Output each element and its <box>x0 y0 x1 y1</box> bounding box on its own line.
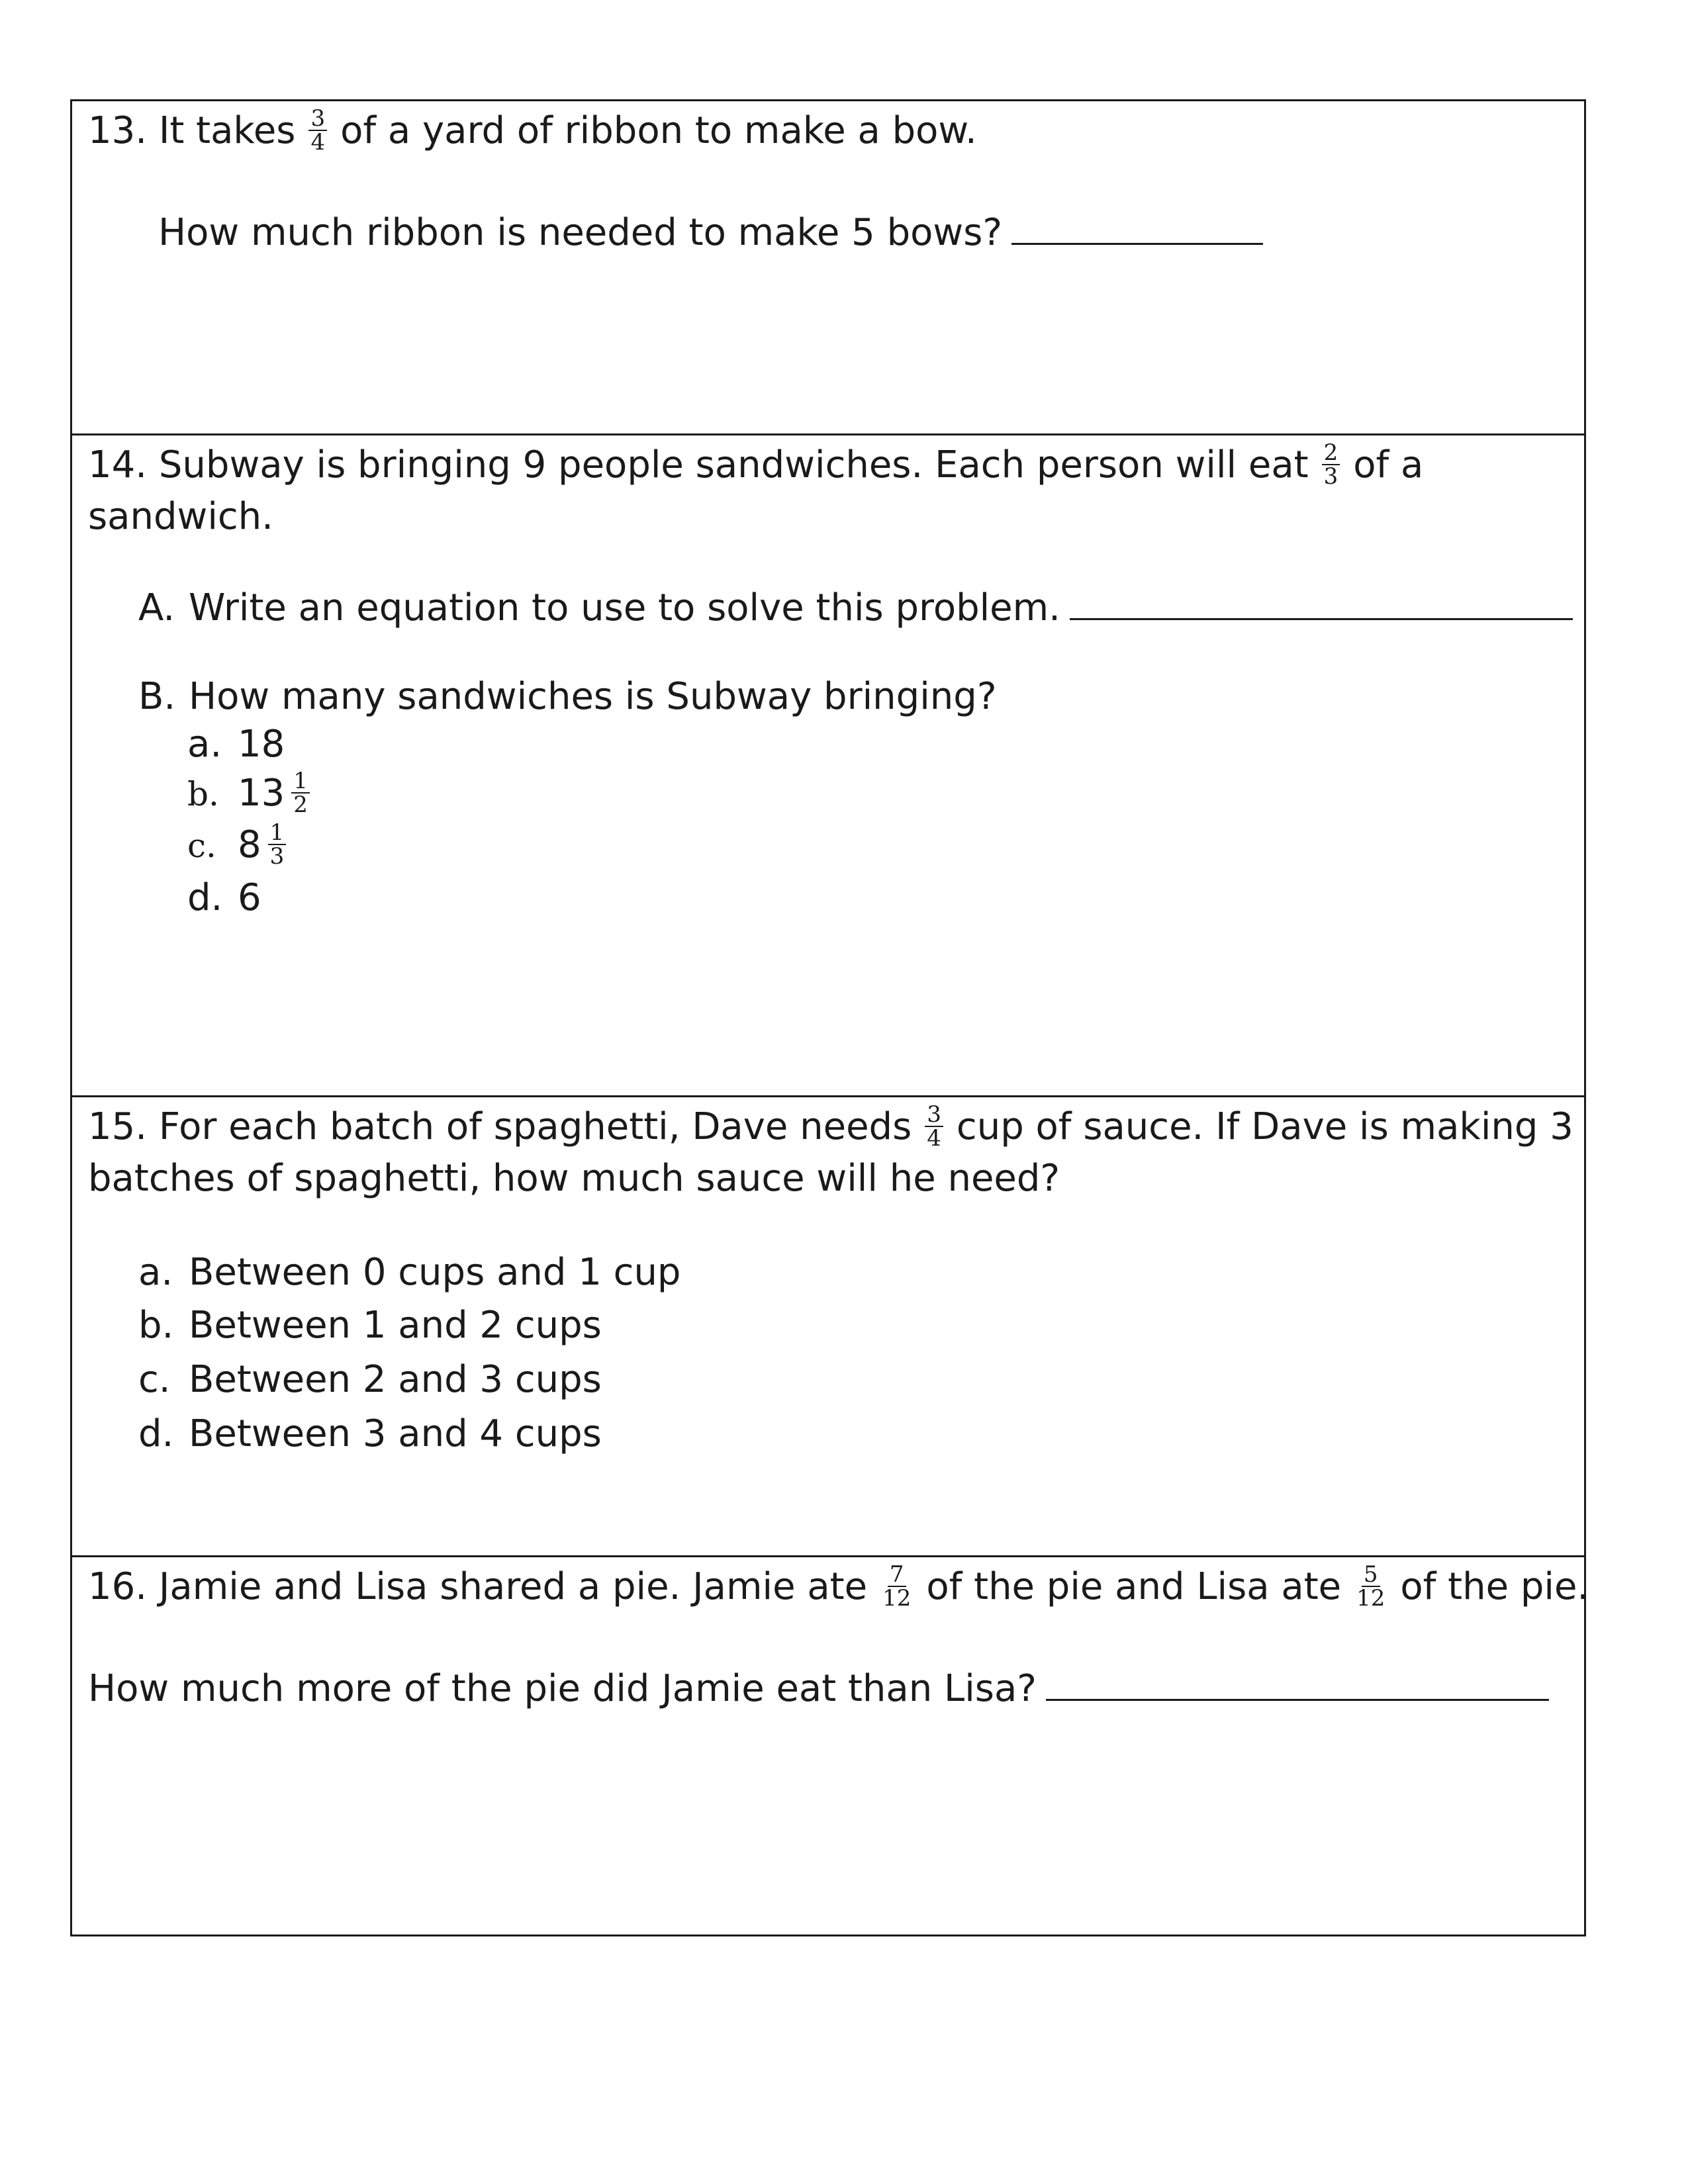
answer-blank-14a[interactable] <box>1070 581 1573 620</box>
fraction-one-half: $\frac{1}{2}$ <box>291 770 310 816</box>
choice-label: d. <box>187 876 223 919</box>
question-15-number: 15. <box>88 1105 148 1148</box>
question-16-text-middle: of the pie and Lisa ate <box>926 1565 1342 1608</box>
question-14-text-after: of a <box>1353 443 1424 486</box>
choice-label: b. <box>138 1304 174 1347</box>
question-15-line2: batches of spaghetti, how much sauce will he need? <box>88 1157 1060 1200</box>
fraction-seven-twelfths: $\frac{7}{12}$ <box>882 1561 912 1612</box>
fraction-two-thirds: $\frac{2}{3}$ <box>1322 441 1340 488</box>
question-15-text-before: For each batch of spaghetti, Dave needs <box>158 1105 912 1148</box>
choice-label: a. <box>138 1251 173 1294</box>
question-15-text-after: cup of sauce. If Dave is making 3 <box>956 1105 1573 1148</box>
choice-text: Between 0 cups and 1 cup <box>189 1251 681 1294</box>
question-14-box <box>72 435 1584 1097</box>
question-14-text-before: Subway is bringing 9 people sandwiches. Each person will eat <box>158 443 1309 486</box>
choice-value: 18 <box>238 723 285 766</box>
worksheet <box>70 99 1589 1936</box>
fraction-five-twelfths: $\frac{5}{12}$ <box>1356 1561 1385 1612</box>
question-13-prompt <box>88 105 977 157</box>
question-13-number: 13. <box>88 109 148 152</box>
question-13-box <box>72 101 1584 435</box>
choice-text: Between 3 and 4 cups <box>189 1412 602 1455</box>
question-16-number: 16. <box>88 1565 148 1608</box>
question-16-prompt <box>88 1561 1589 1613</box>
choice-label: c. <box>187 827 216 865</box>
choice-14b[interactable] <box>187 768 310 820</box>
question-14-prompt <box>88 439 1423 491</box>
question-15-box <box>72 1097 1584 1557</box>
choice-whole: 8 <box>238 823 261 866</box>
choice-text: Between 2 and 3 cups <box>189 1358 602 1401</box>
answer-blank-13[interactable] <box>1011 206 1263 245</box>
choice-14c[interactable] <box>187 819 286 872</box>
choice-label: d. <box>138 1412 174 1455</box>
question-13-text-before: It takes <box>158 109 296 152</box>
choice-whole: 13 <box>238 772 285 815</box>
choice-label: c. <box>138 1358 171 1401</box>
choice-label: a. <box>187 723 222 766</box>
fraction-three-fourths: $\frac{3}{4}$ <box>925 1103 943 1150</box>
question-14-number: 14. <box>88 443 148 486</box>
question-15-prompt <box>88 1101 1573 1153</box>
choice-14d[interactable] <box>187 872 261 924</box>
choice-15b[interactable] <box>138 1300 602 1351</box>
choice-15a[interactable] <box>138 1247 680 1298</box>
part-a-text: Write an equation to use to solve this problem. <box>189 586 1060 629</box>
question-16-question-text: How much more of the pie did Jamie eat than Lisa? <box>88 1667 1037 1710</box>
choice-text: Between 1 and 2 cups <box>189 1304 602 1347</box>
part-b-text: How many sandwiches is Subway bringing? <box>189 675 997 718</box>
part-a-label: A. <box>138 586 175 629</box>
choice-15c[interactable] <box>138 1354 602 1406</box>
question-16-text-after: of the pie. <box>1400 1565 1589 1608</box>
answer-blank-16[interactable] <box>1046 1662 1549 1701</box>
question-16-text-before: Jamie and Lisa shared a pie. Jamie ate <box>158 1565 868 1608</box>
part-b-label: B. <box>138 675 176 718</box>
question-16-subquestion <box>88 1662 1549 1715</box>
question-13-subquestion <box>158 206 1263 259</box>
question-14-line2: sandwich. <box>88 495 273 538</box>
fraction-one-third: $\frac{1}{3}$ <box>268 821 287 868</box>
choice-value: 6 <box>238 876 261 919</box>
fraction-three-fourths: $\frac{3}{4}$ <box>308 107 327 154</box>
choice-15d[interactable] <box>138 1408 602 1460</box>
question-14-part-b <box>138 671 997 723</box>
question-13-question-text: How much ribbon is needed to make 5 bows? <box>158 211 1003 254</box>
question-13-text-after: of a yard of ribbon to make a bow. <box>340 109 977 152</box>
choice-14a[interactable] <box>187 719 285 770</box>
question-16-box <box>72 1557 1589 1934</box>
choice-label: b. <box>187 775 219 813</box>
question-14-part-a <box>138 581 1573 634</box>
